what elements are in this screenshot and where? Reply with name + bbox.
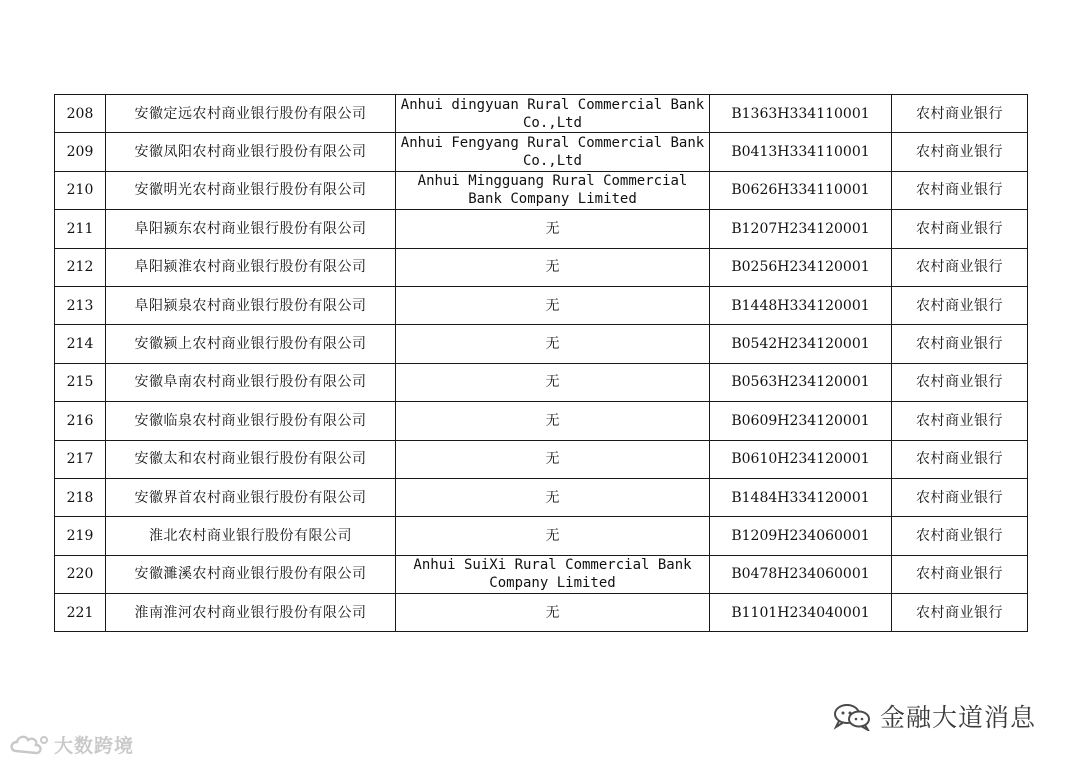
cloud-logo-icon xyxy=(8,731,50,757)
institution-type: 农村商业银行 xyxy=(892,325,1028,363)
row-number: 214 xyxy=(55,325,106,363)
bank-name-cn: 安徽界首农村商业银行股份有限公司 xyxy=(106,478,396,516)
bank-name-en: 无 xyxy=(396,325,710,363)
institution-type: 农村商业银行 xyxy=(892,478,1028,516)
table-row xyxy=(55,594,1028,632)
table-row xyxy=(55,171,1028,209)
bank-name-en: 无 xyxy=(396,402,710,440)
row-number: 220 xyxy=(55,555,106,593)
institution-type: 农村商业银行 xyxy=(892,133,1028,171)
row-number: 217 xyxy=(55,440,106,478)
bank-name-cn: 安徽颍上农村商业银行股份有限公司 xyxy=(106,325,396,363)
row-number: 211 xyxy=(55,210,106,248)
institution-code: B1207H234120001 xyxy=(710,210,892,248)
row-number: 213 xyxy=(55,286,106,324)
bank-name-cn: 安徽濉溪农村商业银行股份有限公司 xyxy=(106,555,396,593)
bank-name-en: 无 xyxy=(396,363,710,401)
bank-name-cn: 安徽明光农村商业银行股份有限公司 xyxy=(106,171,396,209)
table-row xyxy=(55,210,1028,248)
table-row xyxy=(55,363,1028,401)
table-body xyxy=(55,95,1028,632)
bank-list-table xyxy=(54,94,1028,632)
institution-type: 农村商业银行 xyxy=(892,286,1028,324)
row-number: 209 xyxy=(55,133,106,171)
bank-name-en: 无 xyxy=(396,286,710,324)
institution-type: 农村商业银行 xyxy=(892,440,1028,478)
institution-code: B0542H234120001 xyxy=(710,325,892,363)
bank-name-cn: 安徽阜南农村商业银行股份有限公司 xyxy=(106,363,396,401)
chat-bubbles-icon xyxy=(832,701,872,731)
institution-code: B0626H334110001 xyxy=(710,171,892,209)
institution-type: 农村商业银行 xyxy=(892,171,1028,209)
bank-name-en: 无 xyxy=(396,594,710,632)
institution-code: B1209H234060001 xyxy=(710,517,892,555)
bank-name-en: 无 xyxy=(396,210,710,248)
bank-name-cn: 安徽定远农村商业银行股份有限公司 xyxy=(106,95,396,133)
bank-name-cn: 阜阳颍淮农村商业银行股份有限公司 xyxy=(106,248,396,286)
watermark-left xyxy=(8,728,134,760)
bank-name-en: Anhui Fengyang Rural Commercial Bank Co.,Ltd xyxy=(396,133,710,171)
institution-type: 农村商业银行 xyxy=(892,363,1028,401)
row-number: 219 xyxy=(55,517,106,555)
bank-name-en: Anhui dingyuan Rural Commercial Bank Co.,Ltd xyxy=(396,95,710,133)
institution-type: 农村商业银行 xyxy=(892,402,1028,440)
table-row xyxy=(55,325,1028,363)
row-number: 221 xyxy=(55,594,106,632)
watermark-right-text: 金融大道消息 xyxy=(880,703,1037,732)
table-row xyxy=(55,248,1028,286)
institution-code: B0478H234060001 xyxy=(710,555,892,593)
table-row xyxy=(55,95,1028,133)
row-number: 208 xyxy=(55,95,106,133)
institution-code: B1363H334110001 xyxy=(710,95,892,133)
table-row xyxy=(55,555,1028,593)
institution-type: 农村商业银行 xyxy=(892,95,1028,133)
bank-name-en: 无 xyxy=(396,440,710,478)
institution-code: B1101H234040001 xyxy=(710,594,892,632)
institution-code: B0610H234120001 xyxy=(710,440,892,478)
institution-code: B0609H234120001 xyxy=(710,402,892,440)
watermark-left-text: 大数跨境 xyxy=(54,734,135,757)
table-row xyxy=(55,402,1028,440)
institution-code: B1448H334120001 xyxy=(710,286,892,324)
bank-name-cn: 安徽太和农村商业银行股份有限公司 xyxy=(106,440,396,478)
bank-name-en: 无 xyxy=(396,478,710,516)
table-row xyxy=(55,517,1028,555)
row-number: 218 xyxy=(55,478,106,516)
bank-name-cn: 阜阳颍东农村商业银行股份有限公司 xyxy=(106,210,396,248)
row-number: 216 xyxy=(55,402,106,440)
row-number: 210 xyxy=(55,171,106,209)
bank-name-en: Anhui SuiXi Rural Commercial Bank Company Limited xyxy=(396,555,710,593)
bank-name-cn: 安徽临泉农村商业银行股份有限公司 xyxy=(106,402,396,440)
row-number: 212 xyxy=(55,248,106,286)
institution-code: B1484H334120001 xyxy=(710,478,892,516)
table-row xyxy=(55,133,1028,171)
institution-type: 农村商业银行 xyxy=(892,555,1028,593)
table-row xyxy=(55,286,1028,324)
institution-type: 农村商业银行 xyxy=(892,594,1028,632)
bank-name-en: Anhui Mingguang Rural Commercial Bank Company Limited xyxy=(396,171,710,209)
bank-name-cn: 阜阳颍泉农村商业银行股份有限公司 xyxy=(106,286,396,324)
watermark-right xyxy=(832,697,1036,735)
bank-name-cn: 淮南淮河农村商业银行股份有限公司 xyxy=(106,594,396,632)
bank-name-cn: 淮北农村商业银行股份有限公司 xyxy=(106,517,396,555)
bank-name-en: 无 xyxy=(396,517,710,555)
bank-name-cn: 安徽凤阳农村商业银行股份有限公司 xyxy=(106,133,396,171)
institution-type: 农村商业银行 xyxy=(892,210,1028,248)
table-row xyxy=(55,478,1028,516)
institution-code: B0563H234120001 xyxy=(710,363,892,401)
institution-code: B0256H234120001 xyxy=(710,248,892,286)
bank-name-en: 无 xyxy=(396,248,710,286)
table-row xyxy=(55,440,1028,478)
institution-type: 农村商业银行 xyxy=(892,517,1028,555)
institution-code: B0413H334110001 xyxy=(710,133,892,171)
row-number: 215 xyxy=(55,363,106,401)
institution-type: 农村商业银行 xyxy=(892,248,1028,286)
